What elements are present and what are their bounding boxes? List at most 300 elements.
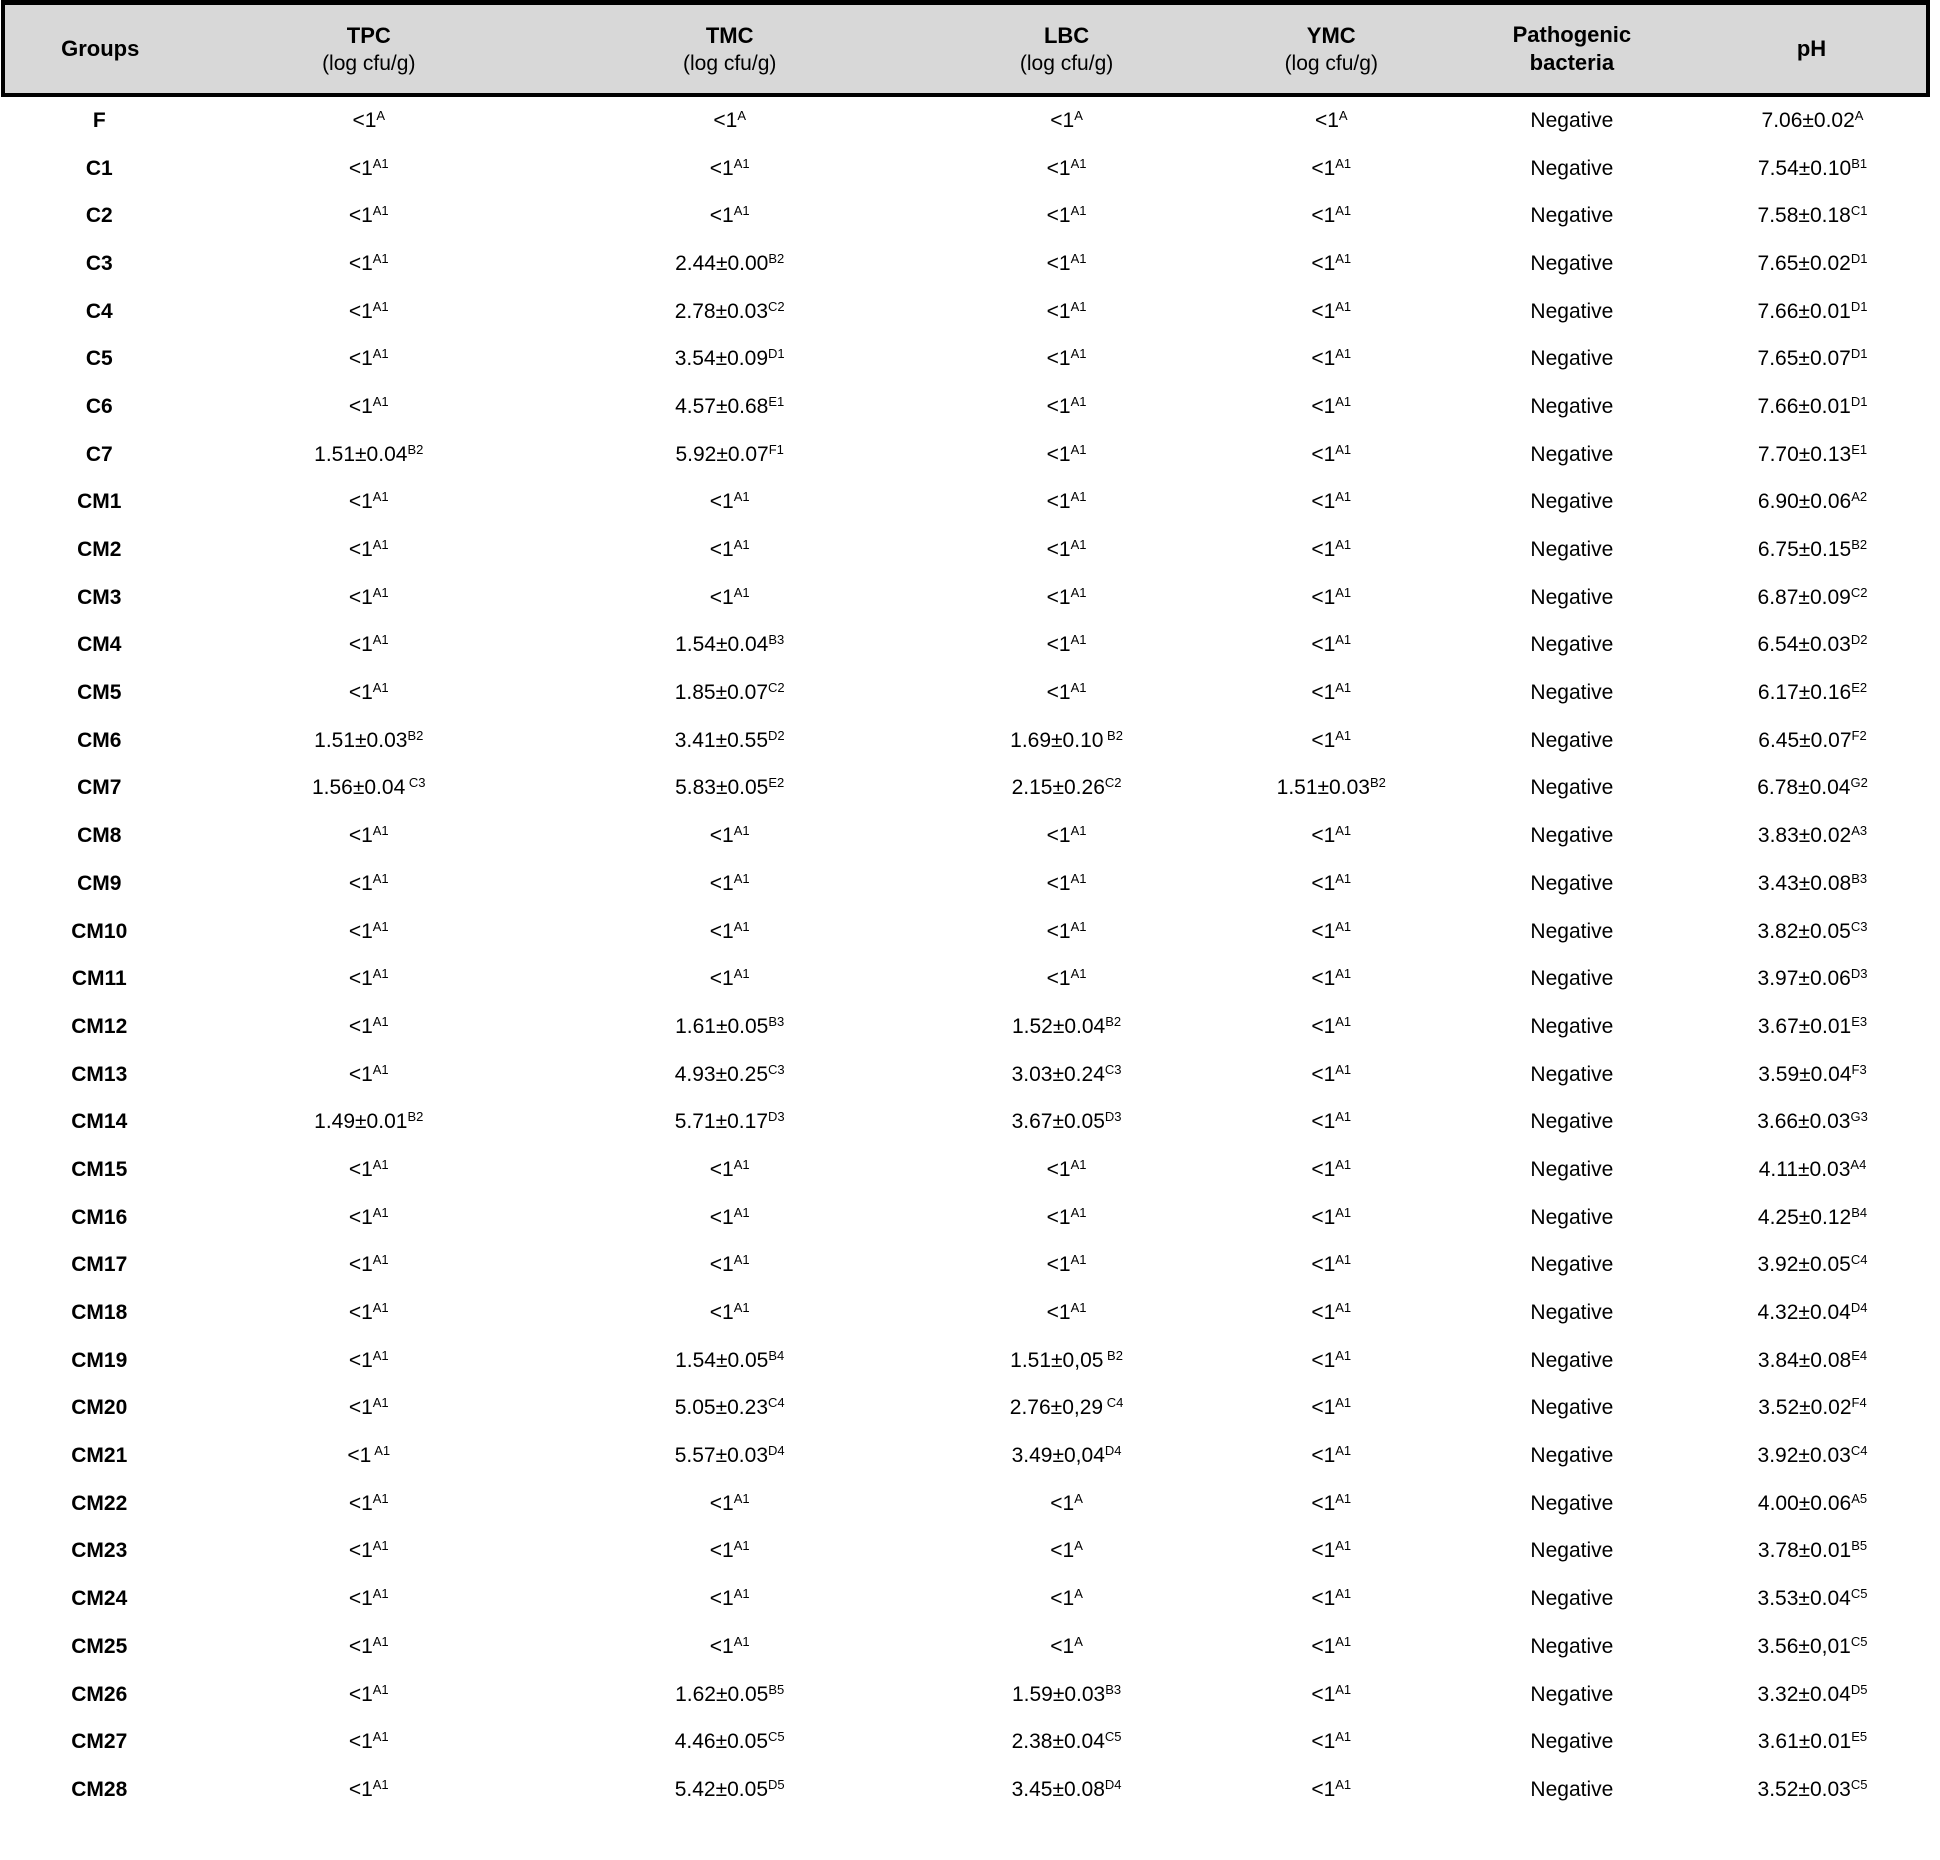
cell-superscript: B2	[768, 250, 785, 266]
table-cell	[917, 1337, 1215, 1385]
cell-superscript: A1	[1070, 441, 1087, 457]
table-row	[3, 1671, 1928, 1719]
table-cell	[1697, 1432, 1928, 1480]
cell-superscript: A1	[1335, 393, 1352, 409]
cell-value: Negative	[1530, 538, 1614, 562]
cell-superscript: A1	[733, 1490, 750, 1506]
table-row	[3, 192, 1928, 240]
table-cell	[1447, 1528, 1697, 1576]
cell-superscript: A1	[1070, 346, 1087, 362]
table-cell	[1697, 1528, 1928, 1576]
cell-value: <1	[348, 1539, 373, 1563]
cell-value: Negative	[1530, 1110, 1614, 1134]
header-ymc	[1216, 3, 1447, 96]
table-cell	[542, 860, 917, 908]
table-cell	[917, 812, 1215, 860]
table-cell	[1697, 288, 1928, 336]
cell-superscript: A1	[372, 823, 389, 839]
group-label: C2	[85, 204, 113, 228]
cell-value: 4.25±0.12	[1757, 1205, 1852, 1229]
group-label: CM12	[71, 1014, 128, 1038]
cell-superscript: A	[1074, 1633, 1083, 1649]
cell-superscript: A1	[733, 1586, 750, 1602]
cell-superscript: A1	[372, 584, 389, 600]
cell-value: Negative	[1530, 1205, 1614, 1229]
cell-superscript: A5	[1851, 1490, 1868, 1506]
table-row	[3, 765, 1928, 813]
table-cell	[1697, 1146, 1928, 1194]
cell-value: <1	[1311, 490, 1336, 514]
cell-superscript: D1	[1850, 298, 1868, 314]
cell-superscript: B2	[1103, 1347, 1123, 1363]
cell-superscript: A1	[1335, 823, 1352, 839]
table-cell	[917, 1623, 1215, 1671]
table-cell	[196, 1337, 543, 1385]
table-cell	[1697, 335, 1928, 383]
cell-value: Negative	[1530, 728, 1614, 752]
cell-value: 5.71±0.17	[674, 1110, 769, 1134]
cell-superscript: A1	[1335, 155, 1352, 171]
table-cell	[1697, 908, 1928, 956]
header-groups	[3, 3, 196, 96]
table-cell	[1697, 1575, 1928, 1623]
cell-superscript: A1	[1335, 918, 1352, 934]
cell-value: <1	[1046, 394, 1071, 418]
cell-superscript: C2	[768, 680, 785, 696]
table-cell	[917, 383, 1215, 431]
cell-superscript: A1	[1335, 632, 1352, 648]
table-row	[3, 1766, 1928, 1814]
group-label: C4	[85, 299, 113, 323]
cell-superscript: A	[1074, 1538, 1083, 1554]
group-label: CM22	[71, 1491, 128, 1515]
group-label: CM20	[71, 1396, 128, 1420]
cell-value: 6.45±0.07	[1758, 728, 1852, 752]
table-cell	[542, 1623, 917, 1671]
cell-value: <1	[1311, 1777, 1336, 1801]
table-cell	[1447, 622, 1697, 670]
cell-value: Negative	[1530, 1444, 1614, 1468]
table-cell	[1447, 383, 1697, 431]
cell-value: <1	[1046, 442, 1071, 466]
header-tmc-label: TMC	[705, 22, 754, 48]
cell-value: Negative	[1530, 1157, 1614, 1181]
cell-superscript: B2	[1105, 1013, 1122, 1029]
cell-superscript: A1	[1335, 1586, 1352, 1602]
table-cell	[196, 1098, 543, 1146]
cell-superscript: A1	[1335, 1443, 1352, 1459]
cell-superscript: A1	[1070, 393, 1087, 409]
table-cell	[1216, 622, 1447, 670]
table-cell	[917, 765, 1215, 813]
cell-value: 1.54±0.05	[675, 1348, 769, 1372]
cell-value: 7.54±0.10	[1757, 156, 1852, 180]
cell-value: <1	[348, 1062, 373, 1086]
table-cell	[917, 1003, 1215, 1051]
table-cell	[542, 526, 917, 574]
cell-value: 5.83±0.05	[675, 776, 769, 800]
table-cell	[196, 1623, 543, 1671]
cell-superscript: A1	[1335, 203, 1352, 219]
cell-value: Negative	[1530, 585, 1614, 609]
cell-value: Negative	[1530, 967, 1614, 991]
cell-value: Negative	[1530, 156, 1614, 180]
cell-value: 1.51±0.03	[314, 728, 408, 752]
cell-superscript: A1	[733, 1252, 750, 1268]
table-cell	[196, 1671, 543, 1719]
table-cell	[917, 1718, 1215, 1766]
cell-value: <1	[1311, 1110, 1336, 1134]
cell-value: <1	[1046, 347, 1071, 371]
group-label: CM15	[71, 1157, 128, 1181]
cell-value: <1	[348, 156, 373, 180]
cell-value: <1	[348, 824, 373, 848]
cell-superscript: A	[1074, 1490, 1083, 1506]
group-label: CM19	[71, 1348, 128, 1372]
cell-superscript: B3	[768, 632, 785, 648]
table-cell	[1216, 860, 1447, 908]
table-cell	[1447, 1098, 1697, 1146]
cell-superscript: C3	[1850, 918, 1868, 934]
table-cell	[1697, 1003, 1928, 1051]
cell-superscript: A1	[372, 346, 389, 362]
cell-superscript: A1	[1335, 727, 1352, 743]
cell-superscript: A1	[372, 393, 389, 409]
cell-value: Negative	[1530, 1491, 1614, 1515]
table-cell	[1697, 1098, 1928, 1146]
cell-value: Negative	[1530, 633, 1614, 657]
cell-superscript: A1	[1070, 537, 1087, 553]
cell-value: <1	[347, 1444, 372, 1468]
table-cell	[542, 383, 917, 431]
cell-superscript: A1	[372, 632, 389, 648]
cell-superscript: A1	[372, 1204, 389, 1220]
cell-value: Negative	[1530, 490, 1614, 514]
cell-superscript: B1	[1851, 155, 1868, 171]
table-cell	[1697, 1242, 1928, 1290]
cell-value: <1	[709, 204, 734, 228]
cell-superscript: A2	[1851, 489, 1868, 505]
cell-value: Negative	[1530, 1730, 1614, 1754]
cell-value: <1	[709, 585, 734, 609]
table-cell	[542, 1385, 917, 1433]
cell-superscript: A1	[1335, 584, 1352, 600]
table-cell	[1697, 1671, 1928, 1719]
table-cell	[1697, 95, 1928, 145]
table-row	[3, 908, 1928, 956]
cell-superscript: A	[1338, 107, 1348, 123]
cell-superscript: B2	[407, 727, 424, 743]
cell-superscript: A1	[1070, 1300, 1087, 1316]
table-cell	[1447, 1146, 1697, 1194]
table-cell	[542, 1242, 917, 1290]
cell-superscript: A1	[1335, 346, 1352, 362]
cell-superscript: A1	[372, 250, 389, 266]
cell-value: 3.61±0.01	[1757, 1730, 1852, 1754]
cell-value: <1	[1050, 1539, 1075, 1563]
cell-value: <1	[709, 1205, 734, 1229]
table-cell	[1216, 1575, 1447, 1623]
cell-value: 6.87±0.09	[1757, 585, 1851, 609]
table-cell	[542, 1432, 917, 1480]
cell-value: Negative	[1530, 251, 1614, 275]
cell-superscript: A1	[372, 1681, 389, 1697]
header-tpc-units: (log cfu/g)	[322, 51, 416, 75]
cell-value: Negative	[1530, 108, 1614, 132]
table-cell	[1216, 431, 1447, 479]
cell-value: <1	[1311, 1062, 1336, 1086]
cell-superscript: D5	[1850, 1681, 1868, 1697]
cell-superscript: A1	[1335, 250, 1352, 266]
cell-value: <1	[1046, 1157, 1071, 1181]
table-cell	[196, 1385, 543, 1433]
table-cell	[917, 479, 1215, 527]
table-cell	[917, 431, 1215, 479]
cell-value: <1	[1311, 1682, 1336, 1706]
table-cell	[1697, 1385, 1928, 1433]
cell-value: Negative	[1530, 1682, 1614, 1706]
cell-value: 3.97±0.06	[1757, 967, 1851, 991]
cell-superscript: D3	[1850, 966, 1868, 982]
table-cell	[1697, 1289, 1928, 1337]
cell-superscript: A	[1074, 107, 1083, 123]
table-row	[3, 526, 1928, 574]
table-cell	[1447, 1575, 1697, 1623]
cell-value: 4.57±0.68	[675, 394, 769, 418]
cell-value: 6.90±0.06	[1757, 490, 1852, 514]
table-row	[3, 669, 1928, 717]
cell-superscript: A1	[1070, 1252, 1087, 1268]
cell-superscript: B2	[1103, 727, 1123, 743]
cell-superscript: A1	[1070, 966, 1087, 982]
cell-superscript: E1	[1851, 441, 1868, 457]
table-cell	[1447, 145, 1697, 193]
cell-value: 3.53±0.04	[1757, 1587, 1851, 1611]
cell-superscript: A1	[1335, 1681, 1352, 1697]
cell-value: <1	[348, 919, 373, 943]
cell-value: 1.54±0.04	[675, 633, 769, 657]
cell-value: <1	[1311, 1587, 1336, 1611]
table-cell	[1447, 1289, 1697, 1337]
table-row	[3, 431, 1928, 479]
cell-value: <1	[348, 204, 373, 228]
cell-value: <1	[709, 1253, 734, 1277]
microbiology-results-table	[1, 0, 1930, 1814]
table-cell	[1216, 669, 1447, 717]
cell-value: <1	[1046, 251, 1071, 275]
cell-value: <1	[1311, 824, 1336, 848]
table-row	[3, 1242, 1928, 1290]
cell-superscript: A1	[1335, 298, 1352, 314]
table-cell	[1216, 955, 1447, 1003]
cell-value: <1	[1050, 108, 1075, 132]
cell-value: 2.38±0.04	[1011, 1730, 1105, 1754]
table-cell	[1697, 955, 1928, 1003]
table-cell	[542, 1528, 917, 1576]
cell-value: <1	[709, 919, 734, 943]
table-cell	[917, 95, 1215, 145]
cell-superscript: A1	[372, 1013, 389, 1029]
cell-value: <1	[1311, 919, 1336, 943]
table-header	[3, 3, 1928, 96]
cell-value: <1	[1046, 919, 1071, 943]
group-label: C7	[85, 442, 113, 466]
cell-value: <1	[348, 251, 373, 275]
table-cell	[1216, 1289, 1447, 1337]
cell-value: <1	[709, 1539, 734, 1563]
cell-superscript: F2	[1851, 727, 1867, 743]
cell-value: <1	[1046, 299, 1071, 323]
cell-value: 6.75±0.15	[1757, 538, 1852, 562]
cell-superscript: A1	[733, 537, 750, 553]
cell-superscript: A1	[372, 966, 389, 982]
cell-superscript: A1	[733, 155, 750, 171]
cell-superscript: A1	[371, 1443, 391, 1459]
cell-superscript: C4	[1103, 1395, 1124, 1411]
header-tmc-units: (log cfu/g)	[683, 51, 777, 75]
cell-superscript: E3	[1851, 1013, 1868, 1029]
table-cell	[1697, 1718, 1928, 1766]
table-cell	[196, 240, 543, 288]
group-label: CM14	[71, 1110, 128, 1134]
cell-superscript: B3	[1851, 870, 1868, 886]
cell-superscript: B4	[768, 1347, 785, 1363]
table-cell	[542, 622, 917, 670]
cell-value: 3.78±0.01	[1757, 1539, 1852, 1563]
group-label: CM5	[77, 681, 122, 705]
cell-superscript: A1	[372, 537, 389, 553]
table-cell	[196, 1289, 543, 1337]
cell-value: <1	[1311, 204, 1336, 228]
table-cell	[1447, 240, 1697, 288]
cell-value: 3.49±0,04	[1011, 1444, 1105, 1468]
table-cell	[1216, 1146, 1447, 1194]
table-cell	[1216, 288, 1447, 336]
table-row	[3, 1289, 1928, 1337]
table-cell	[542, 1575, 917, 1623]
cell-superscript: A1	[372, 1395, 389, 1411]
table-cell	[1697, 622, 1928, 670]
cell-value: Negative	[1530, 681, 1614, 705]
cell-value: <1	[348, 1491, 373, 1515]
cell-value: <1	[1311, 585, 1336, 609]
cell-value: <1	[1046, 490, 1071, 514]
cell-superscript: A1	[372, 298, 389, 314]
cell-value: 2.15±0.26	[1011, 776, 1105, 800]
table-row	[3, 1337, 1928, 1385]
table-cell	[196, 1718, 543, 1766]
cell-superscript: D3	[768, 1109, 785, 1125]
header-ph	[1697, 3, 1928, 96]
table-cell	[1447, 717, 1697, 765]
cell-superscript: A1	[733, 1204, 750, 1220]
table-cell	[1697, 145, 1928, 193]
table-cell	[1447, 526, 1697, 574]
cell-superscript: A1	[1070, 823, 1087, 839]
table-cell	[542, 479, 917, 527]
cell-value: Negative	[1530, 394, 1614, 418]
table-cell	[1697, 479, 1928, 527]
cell-value: 7.58±0.18	[1757, 204, 1851, 228]
cell-value: <1	[709, 871, 734, 895]
cell-superscript: D4	[1850, 1300, 1868, 1316]
cell-superscript: A1	[1335, 1204, 1352, 1220]
table-cell	[1216, 574, 1447, 622]
cell-superscript: D4	[768, 1443, 785, 1459]
group-label: CM11	[71, 967, 127, 991]
cell-value: 6.17±0.16	[1757, 681, 1852, 705]
cell-superscript: A1	[1335, 1109, 1352, 1125]
cell-superscript: B5	[768, 1681, 785, 1697]
table-cell	[1216, 479, 1447, 527]
cell-value: 4.46±0.05	[674, 1730, 769, 1754]
cell-superscript: A1	[1335, 1633, 1352, 1649]
cell-superscript: C4	[768, 1395, 785, 1411]
group-label: CM1	[77, 490, 122, 514]
cell-superscript: A1	[372, 870, 389, 886]
table-row	[3, 1623, 1928, 1671]
cell-superscript: A1	[1070, 680, 1087, 696]
cell-value: <1	[709, 1491, 734, 1515]
cell-value: Negative	[1530, 1253, 1614, 1277]
cell-value: <1	[1311, 1157, 1336, 1181]
group-label: CM17	[71, 1253, 128, 1277]
table-cell	[917, 1289, 1215, 1337]
cell-value: <1	[1046, 633, 1071, 657]
header-pathogenic-bacteria	[1447, 3, 1697, 96]
table-cell	[196, 95, 543, 145]
cell-superscript: B2	[407, 441, 424, 457]
table-cell	[917, 288, 1215, 336]
cell-superscript: A1	[372, 203, 389, 219]
cell-superscript: A1	[372, 1538, 389, 1554]
cell-superscript: A1	[1070, 584, 1087, 600]
cell-superscript: A1	[372, 489, 389, 505]
cell-value: <1	[1311, 156, 1336, 180]
table-cell	[1447, 1051, 1697, 1099]
cell-superscript: B2	[1851, 537, 1868, 553]
table-row	[3, 1575, 1928, 1623]
cell-superscript: A1	[733, 1156, 750, 1172]
cell-superscript: E1	[768, 393, 785, 409]
cell-superscript: C5	[1850, 1633, 1868, 1649]
cell-value: 3.92±0.03	[1757, 1444, 1851, 1468]
cell-superscript: A1	[733, 918, 750, 934]
table-row	[3, 622, 1928, 670]
table-cell	[917, 1194, 1215, 1242]
cell-value: <1	[1311, 728, 1336, 752]
cell-superscript: A1	[733, 823, 750, 839]
table-cell	[1447, 1480, 1697, 1528]
table-cell	[1447, 1718, 1697, 1766]
table-cell	[542, 145, 917, 193]
cell-value: <1	[1311, 1301, 1336, 1325]
cell-superscript: A1	[1335, 1061, 1352, 1077]
table-cell	[196, 717, 543, 765]
table-cell	[1697, 240, 1928, 288]
table-cell	[196, 812, 543, 860]
cell-value: 4.32±0.04	[1757, 1301, 1851, 1325]
header-lbc-units: (log cfu/g)	[1019, 51, 1114, 75]
cell-superscript: A1	[733, 1300, 750, 1316]
cell-value: <1	[1314, 108, 1339, 132]
cell-superscript: D4	[1104, 1776, 1122, 1792]
table-cell	[1697, 383, 1928, 431]
table-cell	[196, 1432, 543, 1480]
table-cell	[1447, 431, 1697, 479]
cell-value: <1	[1046, 967, 1071, 991]
cell-value: <1	[1311, 347, 1336, 371]
